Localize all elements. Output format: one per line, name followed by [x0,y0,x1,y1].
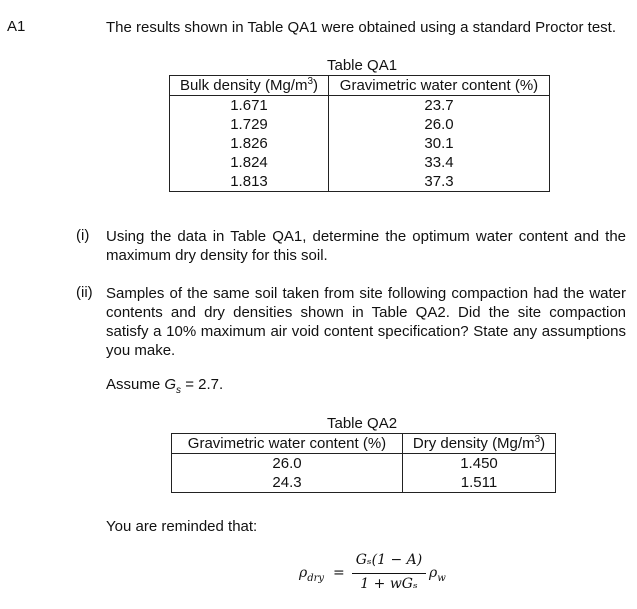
table1-caption: Table QA1 [327,57,398,74]
intro-text: The results shown in Table QA1 were obtained using a standard Proctor test. [106,19,617,36]
table1-row [170,134,550,153]
table2-cell: 1.511 [403,473,556,493]
formula-lhs: $\rho_{dry}$ [299,565,325,584]
table1-cell: 1.826 [170,134,329,153]
table-qa2 [171,433,556,493]
table1-header-bulk-density: Bulk density $(Mg/m^3)$ [170,76,329,96]
formula-numerator: Gₛ(1 − A) [355,552,423,568]
assume-subscript: s [176,385,182,396]
assume-prefix: Assume [106,376,165,393]
table1-cell: 1.729 [170,115,329,134]
reminder-text: You are reminded that: [106,518,258,535]
table1-cell: 30.1 [329,134,550,153]
question-number: A1 [7,18,26,35]
table1-row [170,96,550,116]
table1-header-water-content: Gravimetric water content (%) [329,76,550,96]
table1-body [170,96,550,192]
table1-cell: 1.671 [170,96,329,116]
table-qa1 [169,75,550,192]
table2-cell: 26.0 [172,454,403,474]
table1-cell: 26.0 [329,115,550,134]
table1-cell: 1.813 [170,172,329,192]
table1-cell: 37.3 [329,172,550,192]
part-i-text: Using the data in Table QA1, determine the optimum water content and the maximum dry density for this soil. [106,228,626,264]
part-ii-label: (ii) [76,284,93,301]
dry-density-formula [299,552,459,596]
part-ii-text: Samples of the same soil taken from site following compaction had the water contents and dry densities shown in Table QA2. Did the site compaction satisfy a 10% maximum air void content specification? State any assumptions you make. [106,285,626,359]
formula-denominator: 1 + wGₛ [360,576,418,592]
table1-row [170,115,550,134]
table2-caption: Table QA2 [327,415,398,432]
table1-cell: 33.4 [329,153,550,172]
table1-cell: 23.7 [329,96,550,116]
table2-row [172,473,556,493]
table1-cell: 1.824 [170,153,329,172]
table1-row [170,172,550,192]
table2-body [172,454,556,493]
table2-header-water-content: Gravimetric water content (%) [172,434,403,454]
fraction-bar [352,573,426,574]
assume-symbol: G [164,376,177,393]
assume-value: = 2.7. [181,376,224,393]
part-i-label: (i) [76,227,90,244]
formula-rhs: $\rho_w$ [429,565,446,584]
formula-equals: = [333,565,345,581]
table2-header-dry-density: Dry density $(Mg/m^3)$ [403,434,556,454]
table1-row [170,153,550,172]
table2-cell: 1.450 [403,454,556,474]
table2-row [172,454,556,474]
table2-cell: 24.3 [172,473,403,493]
assume-line [106,376,224,396]
